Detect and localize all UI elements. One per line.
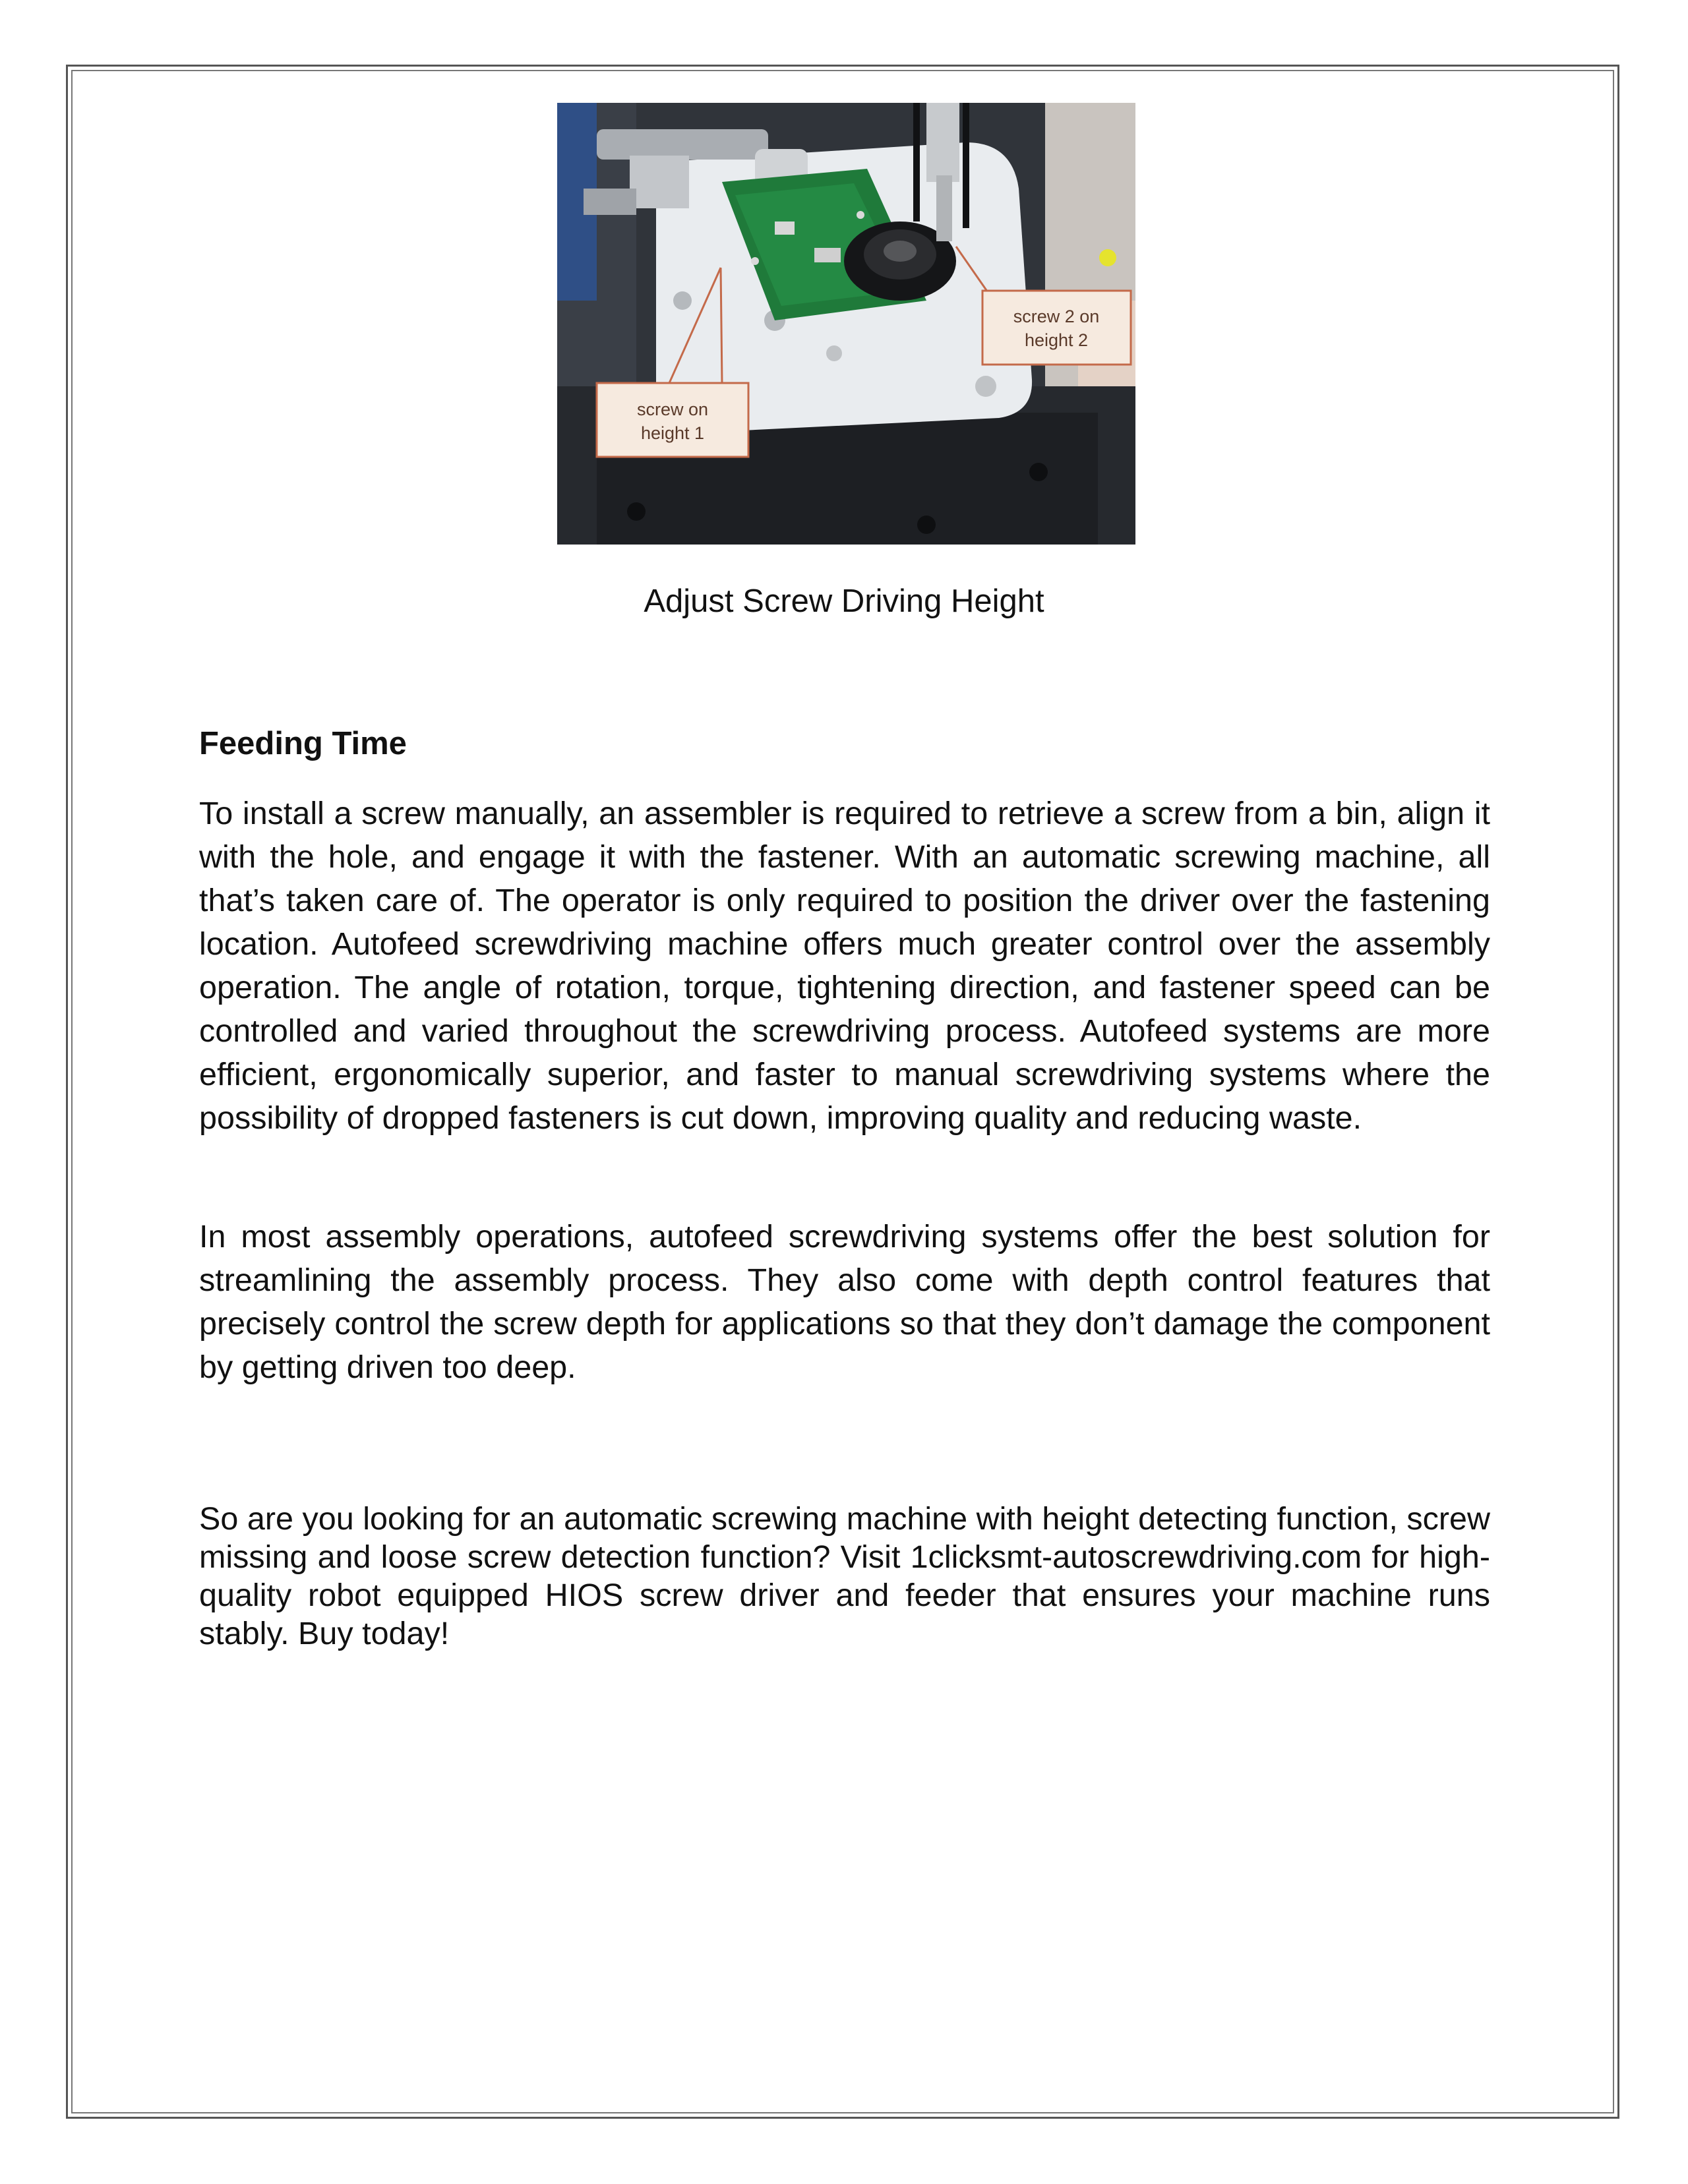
- callout-height-1-line-2: height 1: [640, 423, 705, 443]
- callout-height-2-line-1: screw 2 on: [1013, 307, 1100, 326]
- machine-photo: [557, 103, 1135, 545]
- callout-height-1-line-1: screw on: [636, 399, 709, 419]
- figure-caption: Adjust Screw Driving Height: [644, 583, 1044, 619]
- section-heading: Feeding Time: [199, 726, 407, 761]
- paragraph: So are you looking for an automatic screwing machine with height detecting function, screw missing and loose screw detection function? Visit 1clicksmt-autoscrewdriving.com for high-quality robot equipped HIOS screw driver and feeder that ensures your machine runs stably. Buy today!: [199, 1501, 1490, 1651]
- paragraph: In most assembly operations, autofeed screwdriving systems offer the best solution for streamlining the assembly process. They also come with depth control features that precisely control the screw depth for applications so that they don’t damage the component by getting driven too deep.: [199, 1219, 1490, 1385]
- callout-height-2-line-2: height 2: [1024, 330, 1089, 350]
- paragraph: To install a screw manually, an assembler is required to retrieve a screw from a bin, align it with the hole, and engage it with the fastener. With an automatic screwing machine, all that’s taken care of. The operator is only required to position the driver over the fastening location. Autofeed screwdriving machine offers much greater control over the assembly operation. The angle of rotation, torque, tightening direction, and fastener speed can be controlled and varied throughout the screwdriving process. Autofeed systems are more efficient, ergonomically superior, and faster to manual screwdriving systems where the possibility of dropped fasteners is cut down, improving quality and reducing waste.: [199, 796, 1490, 1136]
